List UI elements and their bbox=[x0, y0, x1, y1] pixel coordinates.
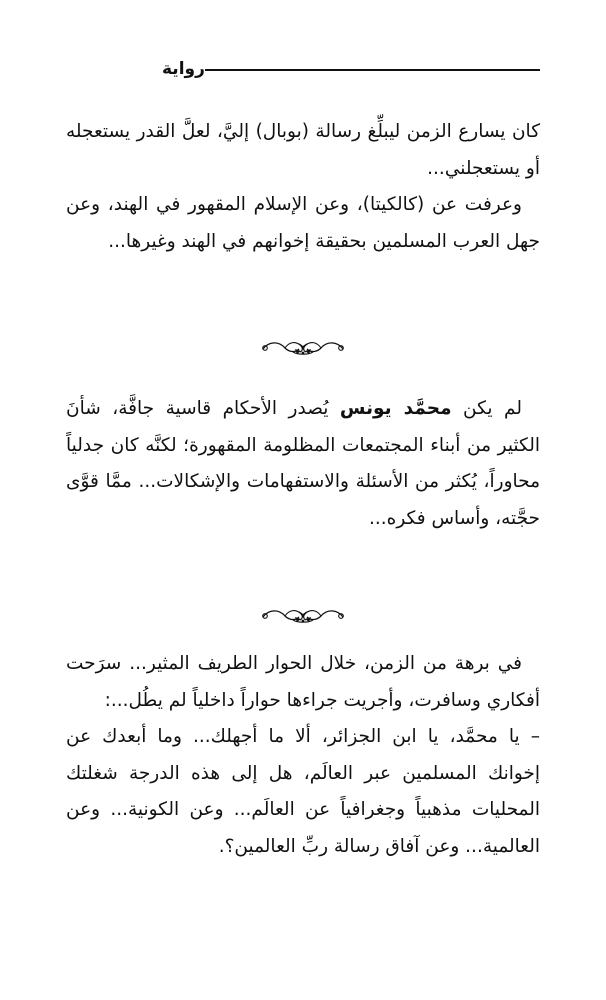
paragraph-3-start: لم يكن bbox=[451, 398, 522, 419]
paragraph-4: في برهة من الزمن، خلال الحوار الطريف المثير... سرَحت أفكاري وسافرت، وأجريت جراءها حواراً داخلياً لم يطُل...: bbox=[66, 653, 540, 711]
floral-ornament-icon bbox=[255, 336, 351, 360]
running-header bbox=[152, 58, 540, 80]
section-3 bbox=[66, 646, 540, 865]
header-title: رواية bbox=[162, 59, 205, 79]
section-2 bbox=[66, 391, 540, 537]
paragraph-2: وعرفت عن (كالكيتا)، وعن الإسلام المقهور في الهند، وعن جهل العرب المسلمين بحقيقة إخوانهم في الهند وغيرها... bbox=[66, 194, 540, 252]
section-1 bbox=[66, 114, 540, 260]
paragraph-1: كان يسارع الزمن ليبلِّغ رسالة (بوبال) إليَّ، لعلَّ القدر يستعجله أو يستعجلني... bbox=[66, 121, 540, 179]
person-name: محمَّد يونس bbox=[339, 398, 452, 419]
paragraph-3-rest: يُصدر الأحكام قاسية جافَّة، شأنَ الكثير من أبناء المجتمعات المظلومة المقهورة؛ لكنَّه كان جدلياً محاوراً، يُكثر من الأسئلة والاستفهامات والإشكالات... ممَّا قوَّى حجَّته، وأساس فكره... bbox=[66, 398, 540, 529]
paragraph-5: – يا محمَّد، يا ابن الجزائر، ألا ما أجهلك... وما أبعدك عن إخوانك المسلمين عبر العالَم، هل إلى هذه الدرجة شغلتك المحليات مذهبياً وجغرافياً عن العالَم... وعن الكونية... وعن العالمية... وعن آفاق رسالة ربِّ العالمين؟. bbox=[66, 726, 540, 857]
paragraph-3 bbox=[66, 391, 540, 537]
floral-ornament-icon bbox=[255, 604, 351, 628]
header-rule bbox=[205, 69, 540, 71]
